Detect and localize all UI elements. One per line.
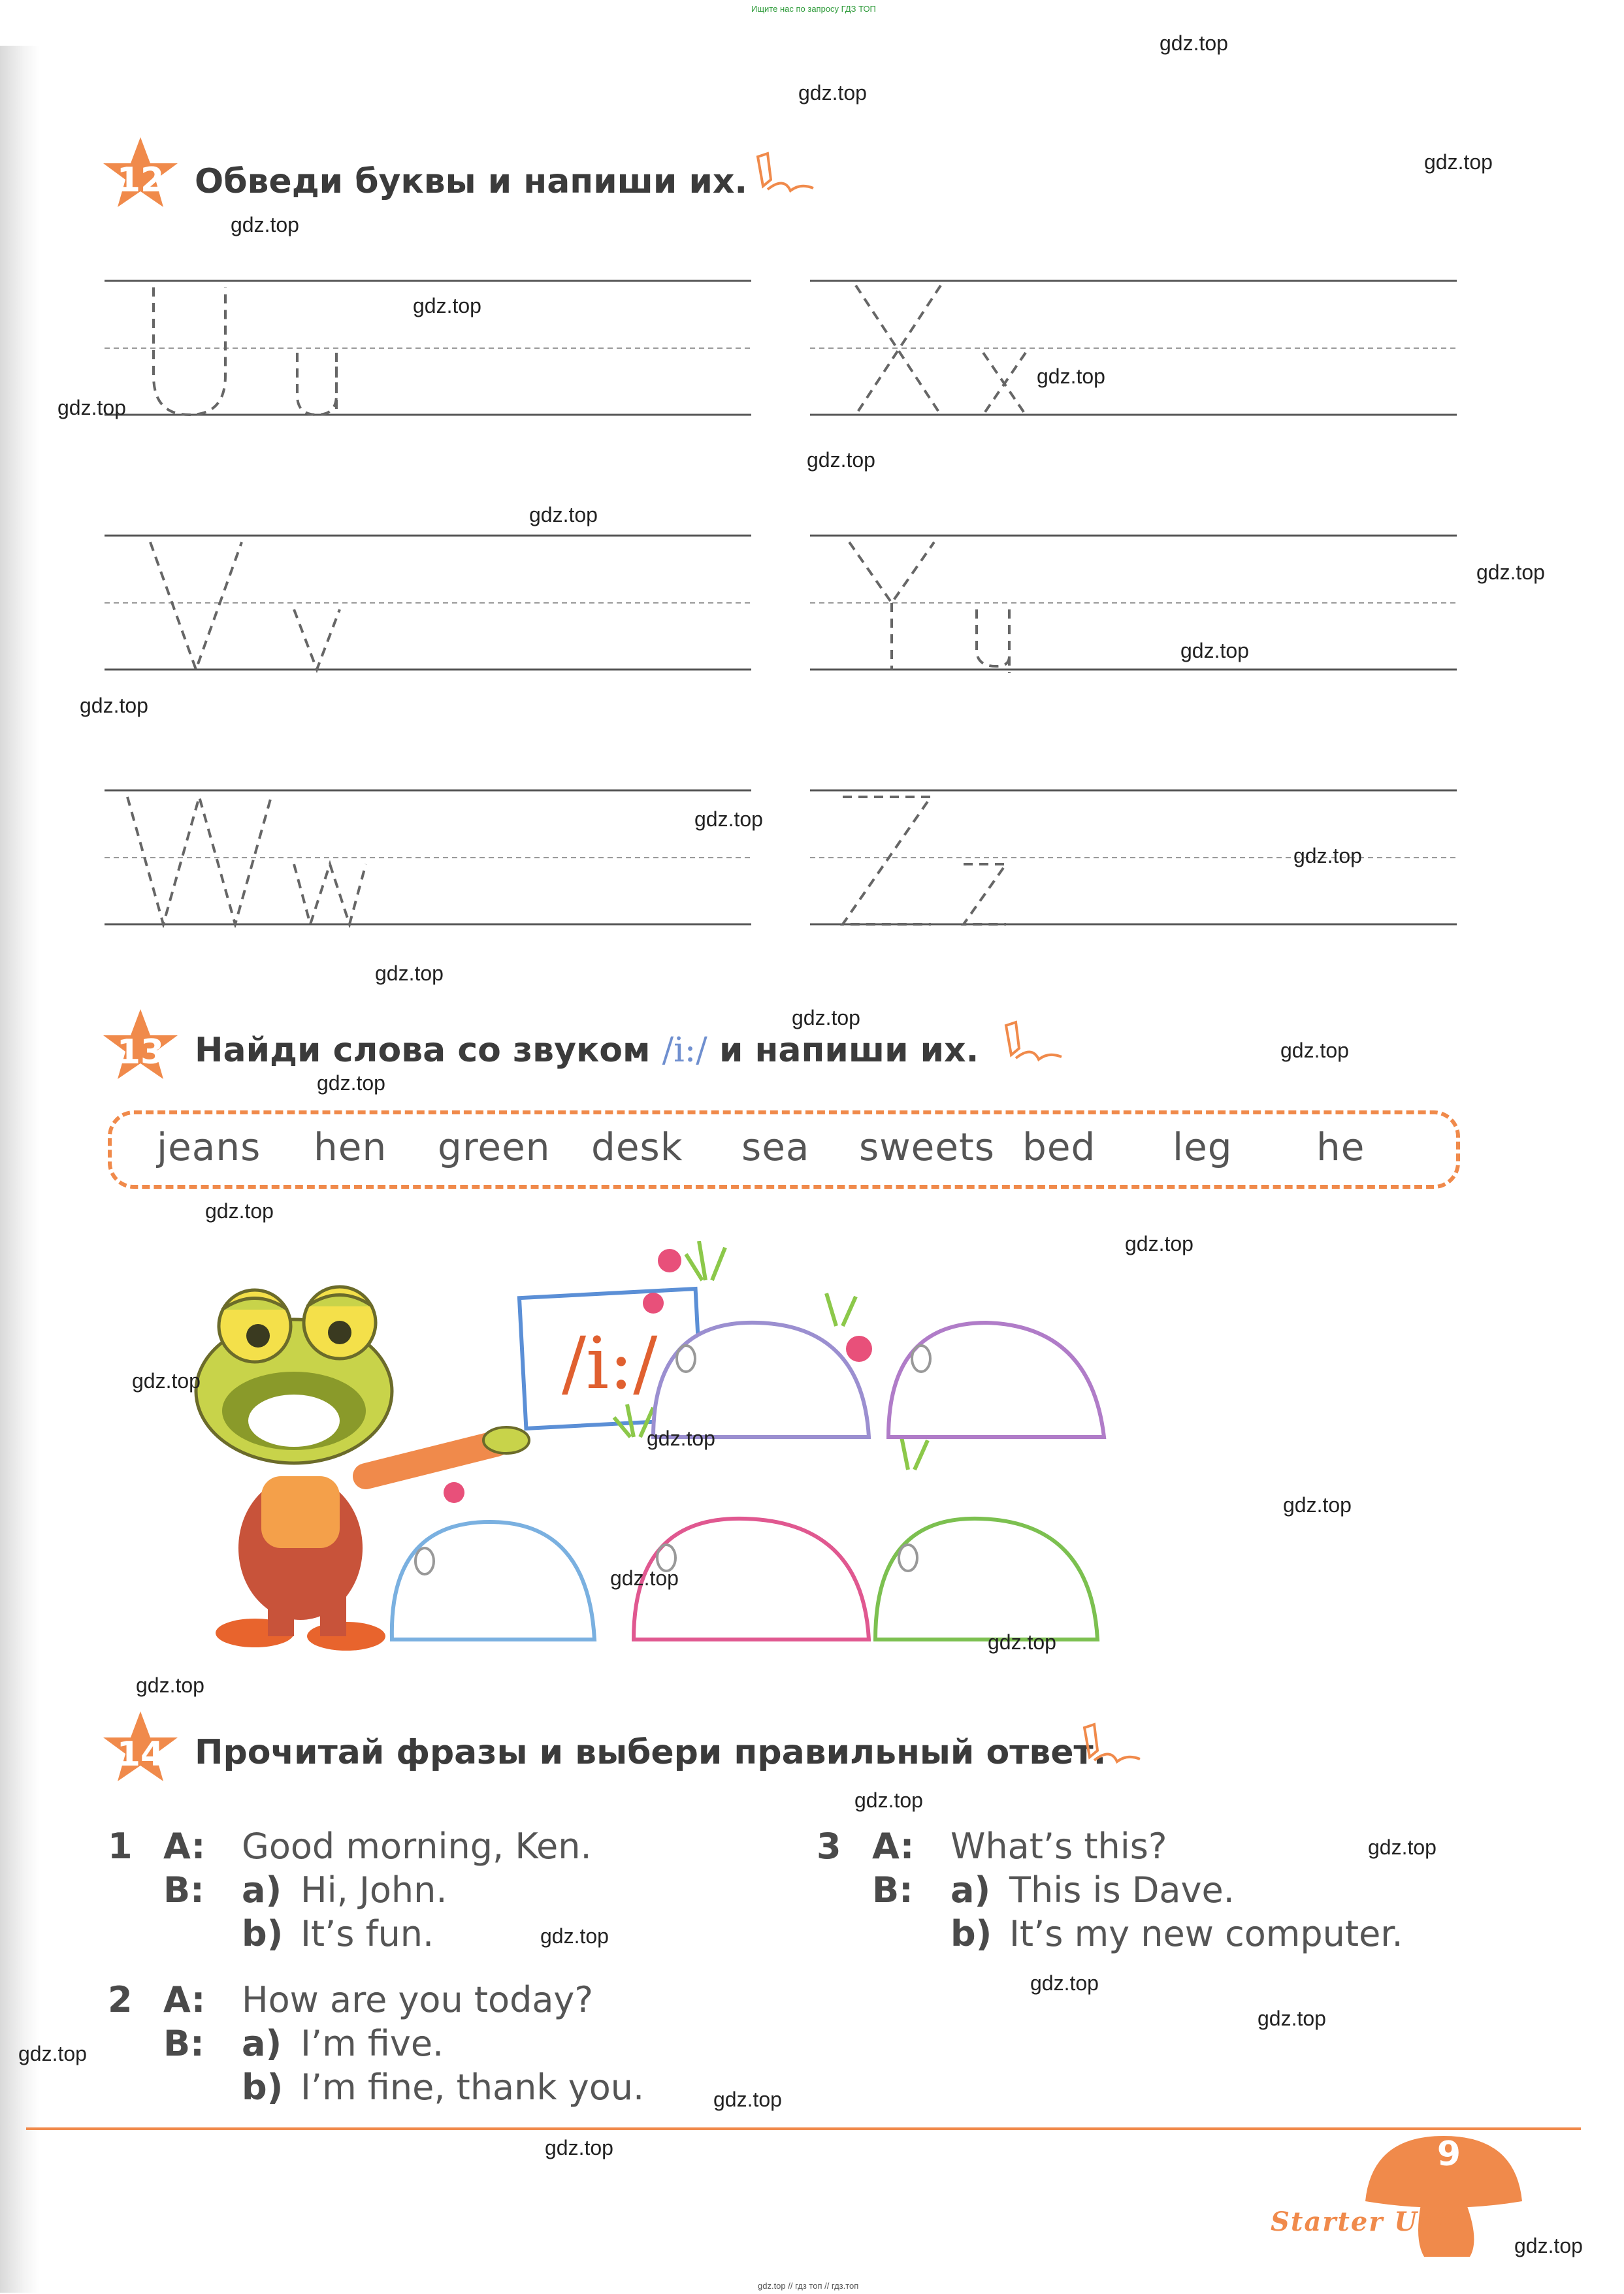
watermark: gdz.top [136, 1673, 204, 1697]
word-sweets[interactable]: sweets [859, 1125, 995, 1169]
watermark: gdz.top [1258, 2007, 1326, 2030]
unit-label: Starter Unit [1271, 2206, 1463, 2237]
watermark: gdz.top [1180, 639, 1249, 662]
watermark: gdz.top [57, 396, 126, 419]
stone-5 [875, 1519, 1097, 1640]
header-note: Ищите нас по запросу ГДЗ ТОП [751, 4, 876, 14]
watermark: gdz.top [694, 807, 763, 831]
dialogue-2-option-a-label: a) [242, 2023, 282, 2064]
task-12-badge [98, 134, 183, 219]
task-13-title [195, 1031, 979, 1070]
dialogue-2-b-label: B: [163, 2023, 204, 2064]
task-13-sound: /i:/ [662, 1031, 707, 1070]
word-jeans[interactable]: jeans [157, 1125, 261, 1169]
stone-2 [888, 1323, 1104, 1437]
watermark: gdz.top [988, 1630, 1056, 1654]
dialogue-1-option-a-label: a) [242, 1869, 282, 1911]
dialogue-2-a-text: How are you today? [242, 1979, 594, 2020]
watermark: gdz.top [205, 1199, 274, 1223]
word-green[interactable]: green [438, 1125, 551, 1169]
word-desk[interactable]: desk [591, 1125, 683, 1169]
watermark: gdz.top [1160, 31, 1228, 55]
task-12-title: Обведи буквы и напиши их. [195, 162, 748, 201]
dialogue-3-a-text: What’s this? [950, 1826, 1167, 1867]
writing-lines-y[interactable] [810, 532, 1457, 673]
task-13-title-before: Найди слова со звуком [195, 1031, 651, 1070]
sign-text: /i:/ [562, 1321, 658, 1405]
dialogue-1-option-a[interactable]: Hi, John. [300, 1869, 447, 1911]
watermark: gdz.top [317, 1071, 385, 1095]
dialogue-1-option-b-label: b) [242, 1913, 284, 1954]
watermark: gdz.top [713, 2088, 782, 2111]
dialogue-3-option-b[interactable]: It’s my new computer. [1009, 1913, 1403, 1954]
dialogue-2-option-b-label: b) [242, 2067, 284, 2108]
watermark: gdz.top [647, 1427, 715, 1450]
watermark: gdz.top [1125, 1232, 1194, 1255]
task-14-title: Прочитай фразы и выбери правильный ответ. [195, 1733, 1107, 1772]
writing-lines-w[interactable] [105, 787, 751, 928]
watermark: gdz.top [1514, 2234, 1583, 2257]
watermark: gdz.top [1293, 844, 1362, 867]
task-14-number: 14 [116, 1735, 165, 1774]
dialogue-2-number: 2 [108, 1979, 133, 2020]
watermark: gdz.top [1283, 1493, 1352, 1517]
pencil-icon [993, 1019, 1065, 1071]
footer-divider [26, 2127, 1581, 2130]
pencil-icon [745, 150, 817, 202]
dialogue-3-a-label: A: [872, 1826, 915, 1867]
watermark: gdz.top [540, 1924, 609, 1948]
dialogue-2-option-a[interactable]: I’m five. [300, 2023, 444, 2064]
watermark: gdz.top [1037, 364, 1105, 388]
watermark: gdz.top [413, 294, 481, 317]
word-hen[interactable]: hen [314, 1125, 387, 1169]
dialogue-3-b-label: B: [872, 1869, 913, 1911]
frog-illustration [183, 1241, 1280, 1666]
word-sea[interactable]: sea [741, 1125, 810, 1169]
watermark: gdz.top [80, 694, 148, 717]
task-13-badge [98, 1006, 183, 1091]
watermark: gdz.top [792, 1006, 860, 1029]
task-14-badge [98, 1708, 183, 1793]
dialogue-1-option-b[interactable]: It’s fun. [300, 1913, 434, 1954]
page-edge-shadow [0, 46, 39, 2293]
watermark: gdz.top [231, 213, 299, 236]
pencil-icon [1071, 1721, 1143, 1773]
watermark: gdz.top [798, 81, 867, 105]
dialogue-1-a-label: A: [163, 1826, 206, 1867]
dialogue-2-a-label: A: [163, 1979, 206, 2020]
dialogue-3-option-b-label: b) [950, 1913, 992, 1954]
watermark: gdz.top [1280, 1039, 1349, 1062]
stone-3 [392, 1522, 594, 1640]
dialogue-3-option-a[interactable]: This is Dave. [1009, 1869, 1235, 1911]
page-number: 9 [1437, 2135, 1461, 2174]
dialogue-1-number: 1 [108, 1826, 133, 1867]
dialogue-2-option-b[interactable]: I’m fine, thank you. [300, 2067, 645, 2108]
writing-lines-x[interactable] [810, 278, 1457, 418]
watermark: gdz.top [1030, 1971, 1099, 1995]
watermark: gdz.top [1368, 1835, 1437, 1859]
watermark: gdz.top [529, 503, 598, 526]
word-he[interactable]: he [1316, 1125, 1365, 1169]
watermark: gdz.top [610, 1566, 679, 1590]
watermark: gdz.top [18, 2042, 87, 2065]
watermark: gdz.top [545, 2136, 613, 2159]
dialogue-3-number: 3 [817, 1826, 841, 1867]
watermark: gdz.top [132, 1369, 201, 1393]
watermark: gdz.top [1424, 150, 1493, 174]
dialogue-3-option-a-label: a) [950, 1869, 991, 1911]
word-bed[interactable]: bed [1022, 1125, 1096, 1169]
watermark: gdz.top [375, 961, 444, 985]
task-13-title-after: и напиши их. [719, 1031, 979, 1070]
watermark: gdz.top [854, 1788, 923, 1812]
word-leg[interactable]: leg [1173, 1125, 1233, 1169]
footer-note: gdz.top // гдз топ // гдз.топ [758, 2281, 859, 2291]
dialogue-1-a-text: Good morning, Ken. [242, 1826, 592, 1867]
dialogue-1-b-label: B: [163, 1869, 204, 1911]
task-12-number: 12 [116, 161, 165, 200]
watermark: gdz.top [1476, 560, 1545, 584]
task-13-number: 13 [116, 1033, 165, 1072]
writing-lines-v[interactable] [105, 532, 751, 673]
watermark: gdz.top [807, 448, 875, 472]
